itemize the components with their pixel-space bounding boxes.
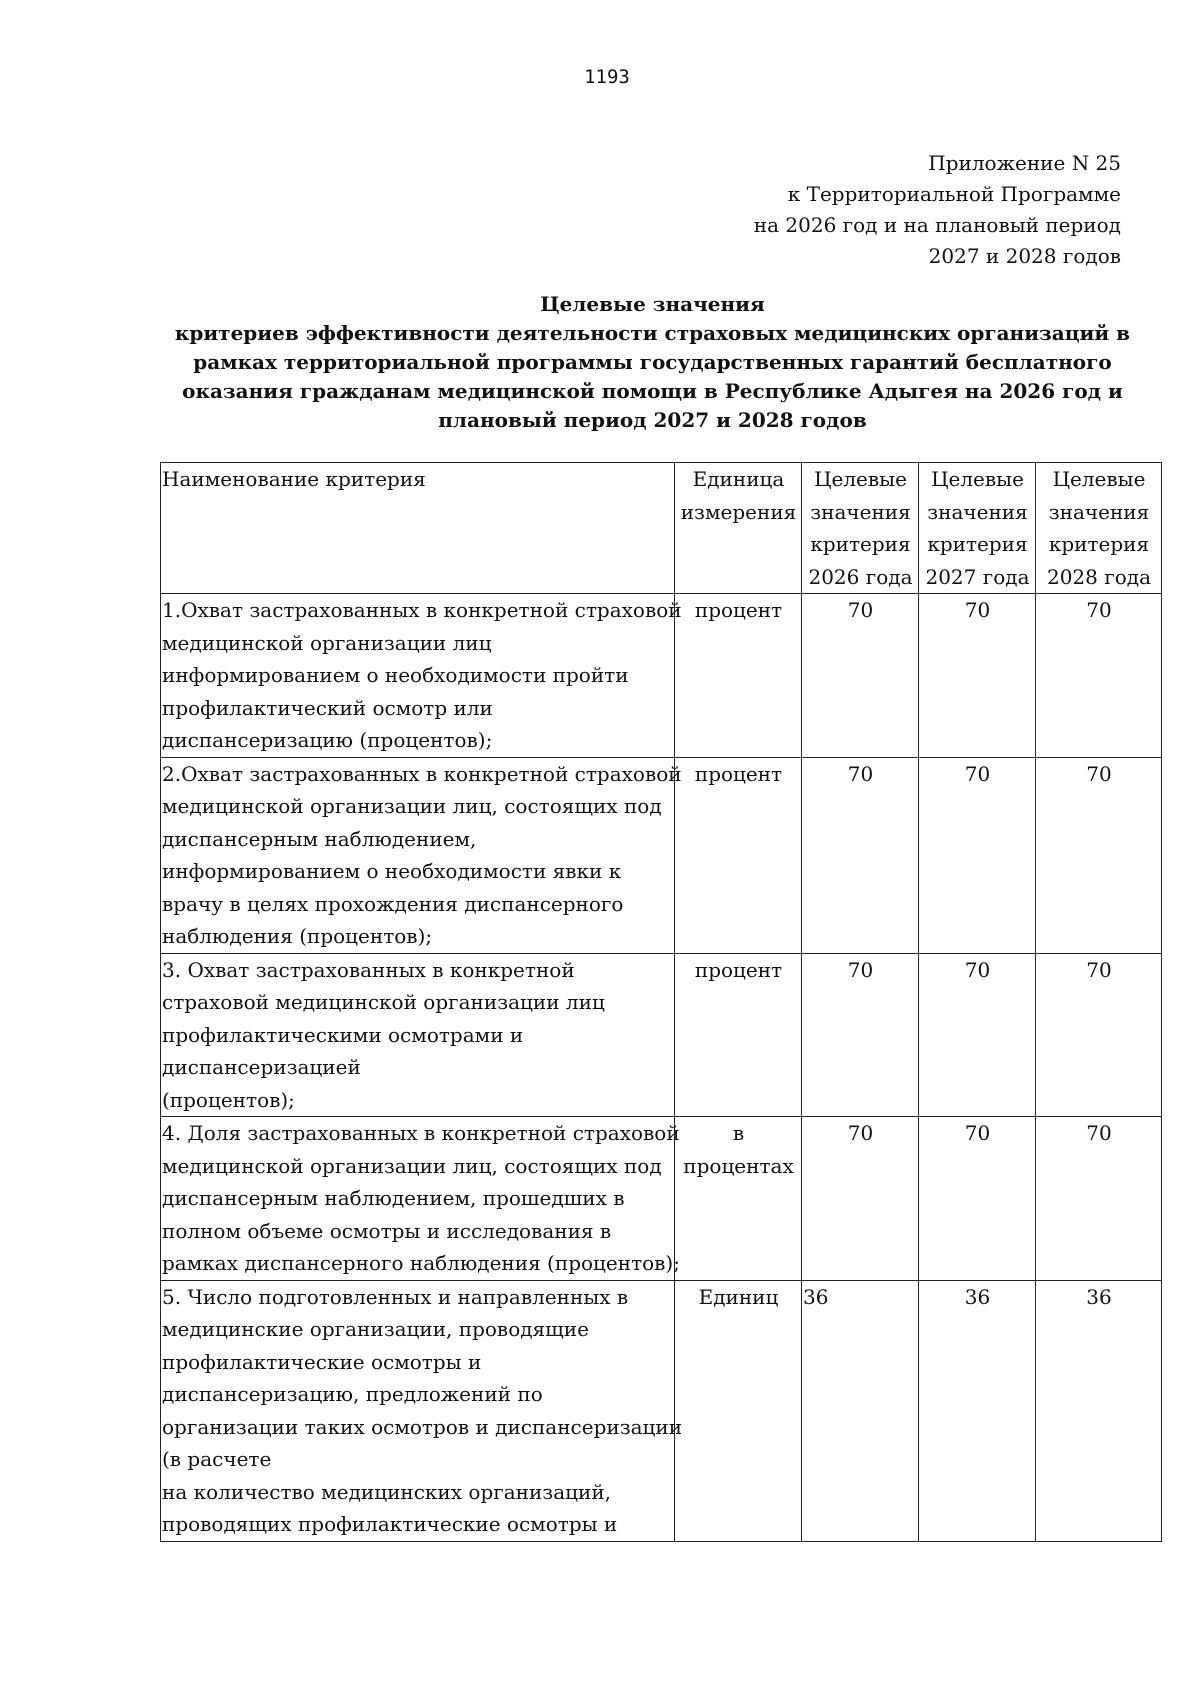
criterion-name: 3. Охват застрахованных в конкретной страховой медицинской организации лиц профилактическими осмотрами и диспансеризацией (процентов); [161,953,675,1117]
table-row [161,594,1162,758]
header-value-2028: Целевые значения критерия 2028 года [1036,463,1162,594]
value-2028: 36 [1036,1280,1162,1541]
criterion-name: 2.Охват застрахованных в конкретной страховой медицинской организации лиц, состоящих под диспансерным наблюдением, информированием о необходимости явки к врачу в целях прохождения диспансерного наблюдения (процентов); [161,757,675,953]
title-line: рамках территориальной программы государственных гарантий бесплатного [193,350,1112,374]
value-2027: 70 [919,953,1036,1117]
criterion-unit: в процентах [675,1117,802,1281]
criterion-unit: процент [675,594,802,758]
appendix-line: Приложение N 25 [928,151,1121,175]
title-line: плановый период 2027 и 2028 годов [438,408,867,432]
value-2027: 70 [919,757,1036,953]
page-number: 1193 [584,66,630,88]
document-title [160,290,1145,435]
table-row [161,953,1162,1117]
header-criterion-name: Наименование критерия [161,463,675,594]
value-2026: 36 [802,1280,919,1541]
value-2026: 70 [802,1117,919,1281]
title-line: оказания гражданам медицинской помощи в Республике Адыгея на 2026 год и [182,379,1123,403]
criterion-unit: Единиц [675,1280,802,1541]
value-2026: 70 [802,953,919,1117]
value-2026: 70 [802,757,919,953]
value-2028: 70 [1036,1117,1162,1281]
header-value-2026: Целевые значения критерия 2026 года [802,463,919,594]
value-2028: 70 [1036,594,1162,758]
criterion-name: 4. Доля застрахованных в конкретной страховой медицинской организации лиц, состоящих под диспансерным наблюдением, прошедших в полном объеме осмотры и исследования в рамках диспансерного наблюдения (процентов); [161,1117,675,1281]
value-2026: 70 [802,594,919,758]
appendix-header [754,148,1121,272]
table-row [161,1117,1162,1281]
table-header-row [161,463,1162,594]
header-value-2027: Целевые значения критерия 2027 года [919,463,1036,594]
value-2027: 36 [919,1280,1036,1541]
appendix-line: к Территориальной Программе [787,182,1121,206]
title-line: Целевые значения [540,292,765,316]
criterion-name: 1.Охват застрахованных в конкретной страховой медицинской организации лиц информированием о необходимости пройти профилактический осмотр или диспансеризацию (процентов); [161,594,675,758]
appendix-line: на 2026 год и на плановый период [753,213,1121,237]
criterion-name: 5. Число подготовленных и направленных в медицинские организации, проводящие профилактические осмотры и диспансеризацию, предложений по организации таких осмотров и диспансеризации (в расчете на количество медицинских организаций, проводящих профилактические осмотры и [161,1280,675,1541]
table-row [161,757,1162,953]
title-line: критериев эффективности деятельности страховых медицинских организаций в [174,321,1131,345]
criteria-table [160,462,1162,1542]
value-2027: 70 [919,594,1036,758]
value-2028: 70 [1036,757,1162,953]
header-unit: Единица измерения [675,463,802,594]
value-2027: 70 [919,1117,1036,1281]
criterion-unit: процент [675,757,802,953]
value-2028: 70 [1036,953,1162,1117]
criterion-unit: процент [675,953,802,1117]
table-row [161,1280,1162,1541]
appendix-line: 2027 и 2028 годов [928,244,1121,268]
